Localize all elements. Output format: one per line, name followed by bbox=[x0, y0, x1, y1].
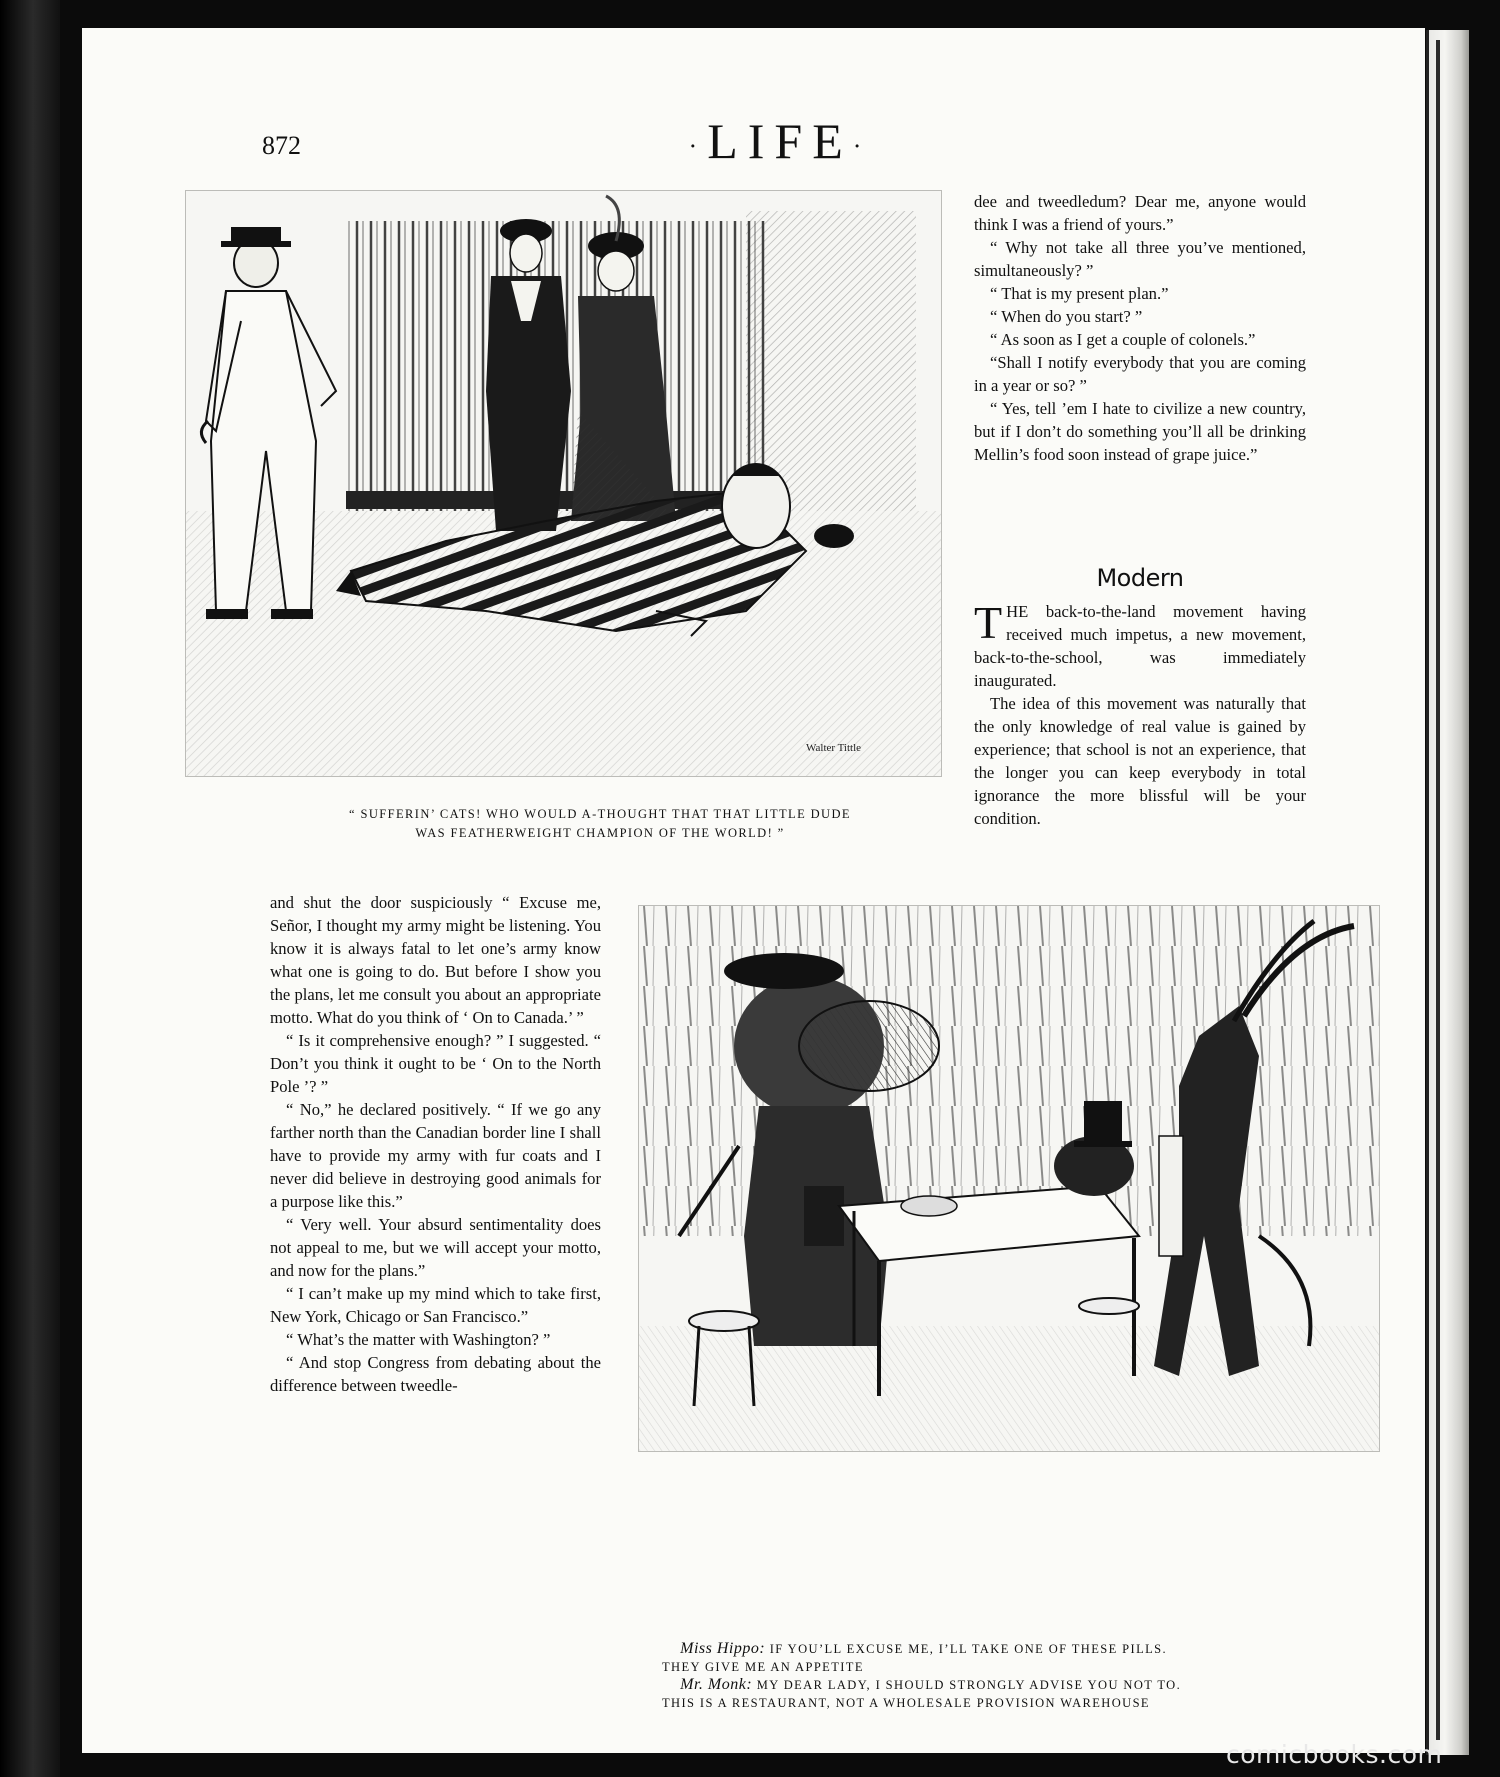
paragraph: “ That is my present plan.” bbox=[990, 284, 1169, 303]
paragraph bbox=[974, 597, 1306, 692]
caption-line-miss-hippo bbox=[662, 1640, 1302, 1658]
caption-text-cont: THIS IS A RESTAURANT, NOT A WHOLESALE PROVISION WAREHOUSE bbox=[662, 1696, 1150, 1710]
caption-line-mr-monk bbox=[662, 1676, 1302, 1694]
caption-text: IF YOU’LL EXCUSE ME, I’LL TAKE ONE OF THESE PILLS. bbox=[769, 1642, 1168, 1656]
illustration-1-caption bbox=[250, 805, 950, 843]
paragraph: dee and tweedledum? Dear me, anyone would think I was a friend of yours.” bbox=[974, 192, 1306, 234]
illustration-1-caption-line1: “ SUFFERIN’ CATS! WHO WOULD A-THOUGHT THAT THAT LITTLE DUDE bbox=[349, 807, 851, 821]
paragraph: “ What’s the matter with Washington? ” bbox=[286, 1330, 551, 1349]
spine-line bbox=[1436, 40, 1440, 1740]
paragraph: “ Yes, tell ’em I hate to civilize a new country, but if I don’t do something you’ll all be drinking Mellin’s food soon instead of grape juice.” bbox=[974, 399, 1306, 464]
paragraph: “ Is it comprehensive enough? ” I suggested. “ Don’t you think it ought to be ‘ On to the North Pole ’? ” bbox=[270, 1031, 601, 1096]
paragraph: “ When do you start? ” bbox=[990, 307, 1143, 326]
caption-text-cont: THEY GIVE ME AN APPETITE bbox=[662, 1660, 864, 1674]
caption-speaker-mr-monk: Mr. Monk: bbox=[680, 1676, 753, 1693]
masthead-title: LIFE bbox=[707, 113, 853, 169]
paragraph: and shut the door suspiciously “ Excuse me, Señor, I thought my army might be listening. You know it is always fatal to let one’s army know what one is going to do. But before I show you the plans, let me consult you about an appropriate motto. What do you think of ‘ On to Canada.’ ” bbox=[270, 893, 601, 1027]
left-column-bottom-text bbox=[270, 891, 601, 1397]
drop-cap: T bbox=[974, 597, 1003, 648]
caption-speaker-miss-hippo: Miss Hippo: bbox=[680, 1640, 766, 1657]
paragraph: “ As soon as I get a couple of colonels.” bbox=[990, 330, 1256, 349]
illustration-2-caption bbox=[662, 1640, 1302, 1712]
watermark: comicbooks.com bbox=[1226, 1740, 1443, 1769]
illustration-hippo-monkey-restaurant bbox=[638, 905, 1380, 1452]
caption-text: MY DEAR LADY, I SHOULD STRONGLY ADVISE YOU NOT TO. bbox=[756, 1678, 1182, 1692]
paragraph: “ Very well. Your absurd sentimentality does not appeal to me, but we will accept your motto, and now for the plans.” bbox=[270, 1215, 601, 1280]
paragraph: The idea of this movement was naturally that the only knowledge of real value is gained by experience; that school is not an experience, that the longer you can keep everybody in total ignorance the more blissful will be your condition. bbox=[974, 694, 1306, 828]
illustration-hippo-drawing bbox=[639, 906, 1379, 1451]
paragraph: “ And stop Congress from debating about the difference between tweedle- bbox=[270, 1353, 601, 1395]
illustration-1-signature: Walter Tittle bbox=[806, 742, 862, 754]
paragraph: “ No,” he declared positively. “ If we go any farther north than the Canadian border line I shall have to provide my army with fur coats and I never did believe in destroying good animals for a purpose like this.” bbox=[270, 1100, 601, 1211]
binding-shadow bbox=[0, 0, 60, 1777]
masthead-dot-right: · bbox=[852, 131, 872, 161]
article-body-modern bbox=[974, 597, 1306, 830]
page-number: 872 bbox=[262, 131, 301, 160]
masthead bbox=[670, 112, 890, 170]
article-heading-modern: Modern bbox=[1096, 564, 1184, 592]
illustration-boxer-street-scene bbox=[185, 190, 942, 777]
paragraph: “Shall I notify everybody that you are coming in a year or so? ” bbox=[974, 353, 1306, 395]
masthead-dot-left: · bbox=[688, 131, 708, 161]
illustration-boxer-drawing bbox=[186, 191, 941, 776]
paragraph: “ I can’t make up my mind which to take first, New York, Chicago or San Francisco.” bbox=[270, 1284, 601, 1326]
illustration-1-caption-line2: WAS FEATHERWEIGHT CHAMPION OF THE WORLD! ” bbox=[415, 826, 785, 840]
page-spine-edge bbox=[1426, 30, 1469, 1755]
right-column-top-text bbox=[974, 190, 1306, 466]
paragraph: “ Why not take all three you’ve mentioned, simultaneously? ” bbox=[974, 238, 1306, 280]
paragraph-text: HE back-to-the-land movement having received much impetus, a new movement, back-to-the-school, was immediately inaugurated. bbox=[974, 602, 1306, 690]
